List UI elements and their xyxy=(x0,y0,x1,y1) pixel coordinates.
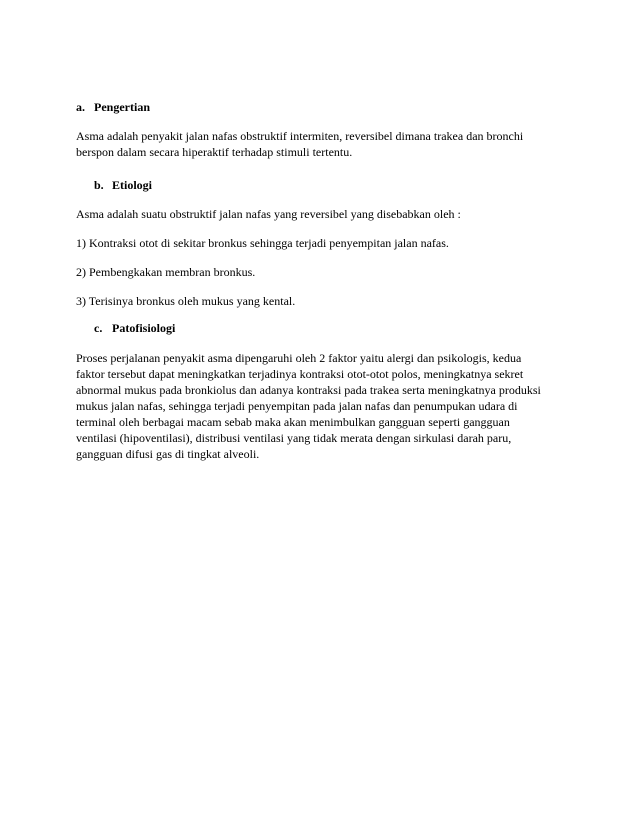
text-line: 2) Pembengkakan membran bronkus. xyxy=(76,265,256,279)
paragraph-etiologi-intro xyxy=(76,206,461,222)
text-line: ventilasi (hipoventilasi), distribusi ventilasi yang tidak merata dengan sirkulasi darah paru, xyxy=(76,431,512,445)
heading-marker: a. xyxy=(76,100,85,114)
text-line: Asma adalah suatu obstruktif jalan nafas yang reversibel yang disebabkan oleh : xyxy=(76,207,461,221)
heading-marker: c. xyxy=(94,321,103,335)
heading-title: Etiologi xyxy=(112,178,153,192)
text-line: Asma adalah penyakit jalan nafas obstruktif intermiten, reversibel dimana trakea dan bronchi xyxy=(76,129,524,143)
heading-patofisiologi xyxy=(94,321,175,335)
text-line: abnormal mukus pada bronkiolus dan adanya kontraksi pada trakea serta meningkatnya produksi xyxy=(76,383,541,397)
heading-pengertian xyxy=(76,100,150,114)
heading-title: Pengertian xyxy=(94,100,150,114)
text-line: faktor tersebut dapat meningkatkan terjadinya kontraksi otot-otot polos, meningkatnya sekret xyxy=(76,367,524,381)
heading-title: Patofisiologi xyxy=(112,321,176,335)
text-line: 3) Terisinya bronkus oleh mukus yang kental. xyxy=(76,294,296,308)
text-line: Proses perjalanan penyakit asma dipengaruhi oleh 2 faktor yaitu alergi dan psikologis, kedua xyxy=(76,351,522,365)
text-line: terminal oleh berbagai macam sebab maka akan menimbulkan gangguan seperti gangguan xyxy=(76,415,510,429)
text-line: berspon dalam secara hiperaktif terhadap stimuli tertentu. xyxy=(76,145,353,159)
heading-marker: b. xyxy=(94,178,104,192)
heading-etiologi xyxy=(94,178,152,192)
list-item-etiologi-1 xyxy=(76,235,449,251)
text-line: 1) Kontraksi otot di sekitar bronkus sehingga terjadi penyempitan jalan nafas. xyxy=(76,236,449,250)
text-line: mukus jalan nafas, sehingga terjadi penyempitan pada jalan nafas dan penumpukan udara di xyxy=(76,399,518,413)
text-line: gangguan difusi gas di tingkat alveoli. xyxy=(76,447,260,461)
paragraph-pengertian xyxy=(76,128,523,160)
list-item-etiologi-3 xyxy=(76,293,295,309)
paragraph-patofisiologi xyxy=(76,350,541,462)
list-item-etiologi-2 xyxy=(76,264,255,280)
